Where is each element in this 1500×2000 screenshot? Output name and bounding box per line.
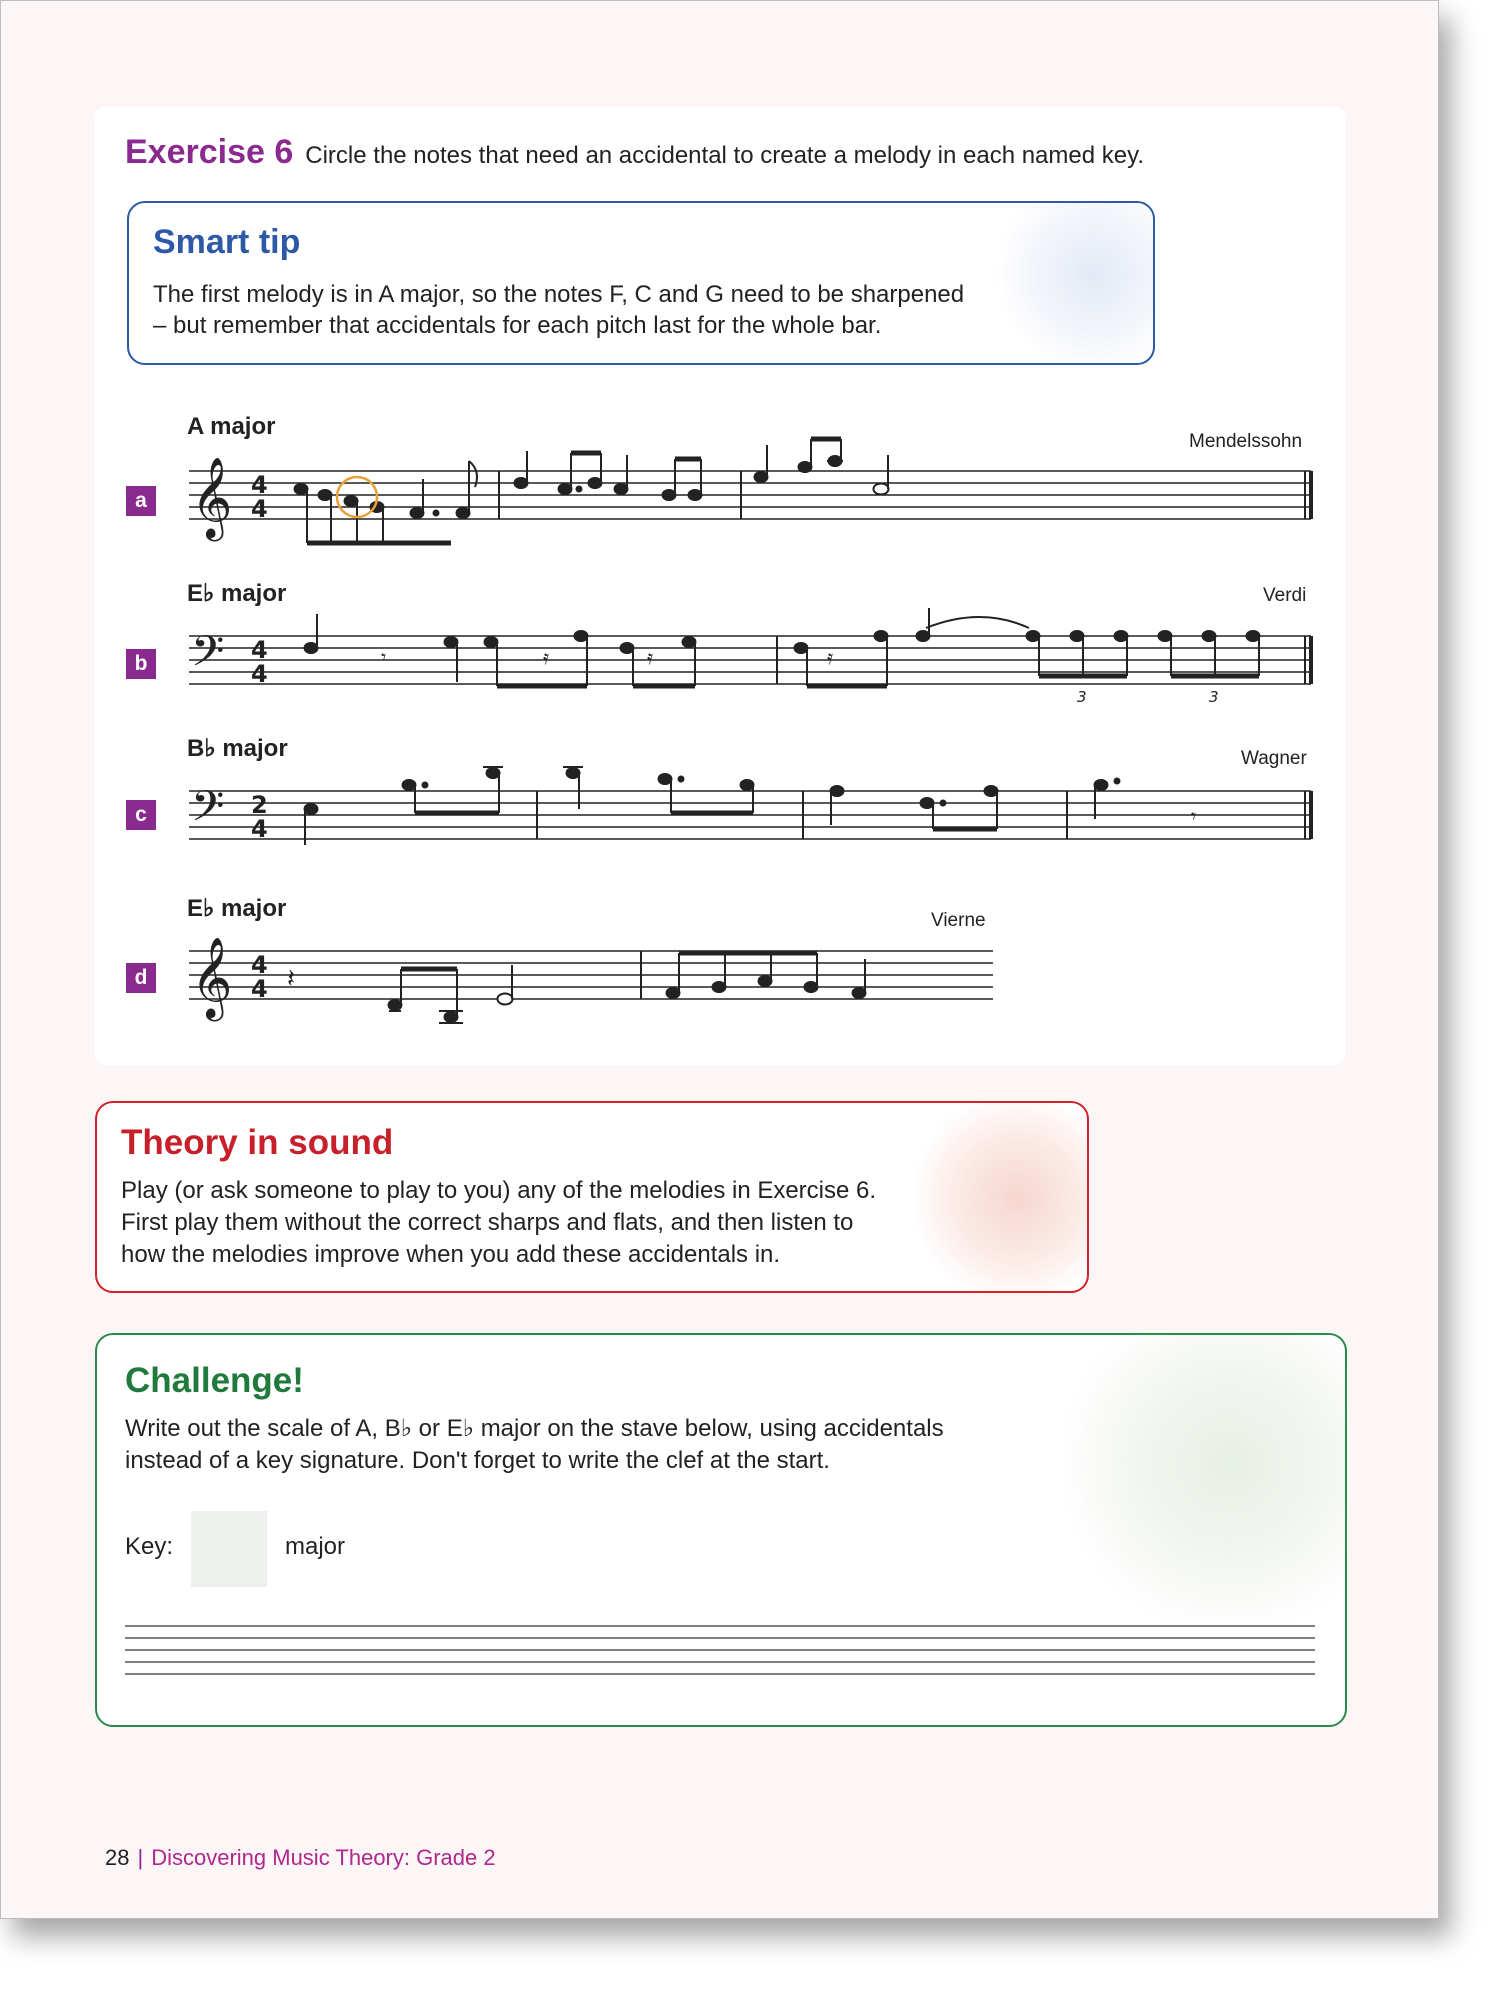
svg-text:4: 4 [251,660,268,688]
svg-text:4: 4 [251,495,268,523]
svg-text:𝄾: 𝄾 [381,647,387,669]
bass-clef-icon: 𝄢 [191,627,225,687]
melody-badge-a: a [126,486,156,516]
theory-in-sound-title: Theory in sound [121,1123,394,1162]
challenge-text [125,1413,1025,1477]
challenge-line: instead of a key signature. Don't forget to write the clef at the start. [125,1447,830,1474]
treble-clef-icon: 𝄞 [191,936,233,1018]
svg-text:2: 2 [251,791,268,819]
treble-clef-icon: 𝄞 [191,456,233,538]
composer-c: Wagner [1241,748,1307,769]
svg-text:𝄾: 𝄾 [1191,806,1197,828]
tuplet-mark: 3 [1209,688,1219,706]
exercise-instruction: Circle the notes that need an accidental to create a melody in each named key. [305,142,1144,169]
key-answer-field[interactable] [191,1511,267,1587]
staff-d [181,921,1001,1041]
svg-text:𝄿: 𝄿 [543,647,550,669]
svg-text:𝄿: 𝄿 [647,647,654,669]
page-footer [105,1845,496,1871]
svg-text:𝄿: 𝄿 [827,647,834,669]
theory-line: how the melodies improve when you add these accidentals in. [121,1241,781,1268]
svg-text:4: 4 [251,636,268,664]
key-name-c: B♭ major [187,735,288,762]
svg-text:4: 4 [251,471,268,499]
challenge-line: Write out the scale of A, B♭ or E♭ major on the stave below, using accidentals [125,1415,944,1442]
key-name-a: A major [187,413,276,440]
challenge-title: Challenge! [125,1361,304,1400]
theory-in-sound-box [95,1101,1089,1293]
svg-text:𝄽: 𝄽 [287,963,295,993]
melody-badge-b: b [126,649,156,679]
theory-in-sound-text [121,1175,941,1271]
bass-clef-icon: 𝄢 [191,782,225,842]
page-number: 28 [105,1845,130,1870]
blank-answer-staff[interactable] [125,1622,1315,1682]
tuplet-mark: 3 [1077,688,1087,706]
staff-c [181,761,1321,871]
composer-b: Verdi [1263,585,1307,606]
melody-badge-d: d [126,963,156,993]
smart-tip-box [127,201,1155,365]
decorative-flourish [1065,1333,1347,1645]
key-name-d: E♭ major [187,895,287,922]
key-suffix: major [285,1533,346,1560]
svg-text:4: 4 [251,951,268,979]
smart-tip-line: – but remember that accidentals for each pitch last for the whole bar. [153,312,882,339]
melody-badge-c: c [126,800,156,830]
composer-d: Vierne [931,910,986,931]
exercise-heading [125,133,1144,172]
composer-a: Mendelssohn [1189,431,1303,452]
smart-tip-line: The first melody is in A major, so the notes F, C and G need to be sharpened [153,281,965,308]
footer-separator: | [137,1845,144,1870]
staff-b [181,606,1321,716]
book-title: Discovering Music Theory: Grade 2 [151,1845,496,1870]
smart-tip-text [153,279,1033,341]
theory-line: Play (or ask someone to play to you) any of the melodies in Exercise 6. [121,1177,877,1204]
key-name-b: E♭ major [187,580,287,607]
staff-a [181,441,1321,571]
challenge-box [95,1333,1347,1727]
svg-text:4: 4 [251,975,268,1003]
svg-text:4: 4 [251,815,268,843]
smart-tip-title: Smart tip [153,223,301,261]
key-label: Key: [125,1533,174,1560]
exercise-label: Exercise 6 [125,133,294,171]
theory-line: First play them without the correct sharps and flats, and then listen to [121,1209,854,1236]
